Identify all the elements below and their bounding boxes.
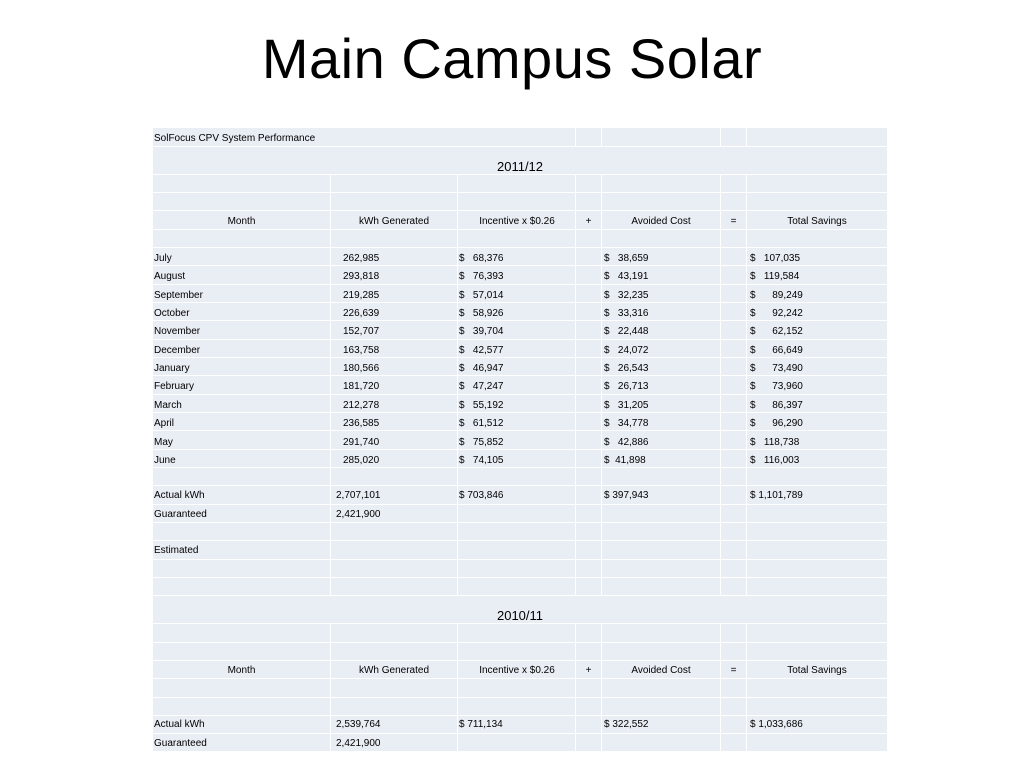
total-cell: $ 116,003 bbox=[750, 455, 800, 466]
grid-row-line bbox=[153, 430, 887, 431]
total-cell: $ 73,490 bbox=[750, 363, 803, 374]
total-cell: $ 86,397 bbox=[750, 400, 803, 411]
col-header-plus: + bbox=[585, 216, 592, 227]
grid-col-line bbox=[575, 174, 576, 595]
performance-table bbox=[153, 128, 887, 751]
kwh-cell: 262,985 bbox=[343, 253, 380, 264]
total-cell: $ 96,290 bbox=[750, 418, 803, 429]
grid-col-line bbox=[575, 128, 576, 146]
avoided-cell: $ 43,191 bbox=[604, 271, 649, 282]
grid-row-line bbox=[153, 265, 887, 266]
total-cell: $ 118,738 bbox=[750, 437, 800, 448]
guaranteed-label: Guaranteed bbox=[154, 509, 207, 520]
slide-title: Main Campus Solar bbox=[261, 27, 763, 90]
total-cell: $ 62,152 bbox=[750, 326, 803, 337]
grid-col-line bbox=[746, 174, 747, 595]
actual-total: $ 1,101,789 bbox=[750, 490, 803, 501]
month-cell: December bbox=[154, 345, 201, 356]
incentive-cell: $ 74,105 bbox=[459, 455, 504, 466]
grid-row-line bbox=[153, 247, 887, 248]
grid-row-line bbox=[153, 146, 887, 147]
kwh-cell: 180,566 bbox=[343, 363, 380, 374]
month-cell: February bbox=[154, 381, 195, 392]
incentive-cell: $ 68,376 bbox=[459, 253, 504, 264]
grid-row-line bbox=[153, 192, 887, 193]
actual-incentive: $ 703,846 bbox=[459, 490, 504, 501]
grid-row-line bbox=[153, 284, 887, 285]
grid-row-line bbox=[153, 577, 887, 578]
total-cell: $ 73,960 bbox=[750, 381, 803, 392]
month-cell: September bbox=[154, 290, 203, 301]
col-header-kwh: kWh Generated bbox=[358, 216, 430, 227]
grid-row-line bbox=[153, 522, 887, 523]
kwh-cell: 293,818 bbox=[343, 271, 380, 282]
grid-row-line bbox=[153, 394, 887, 395]
guaranteed-kwh: 2,421,900 bbox=[336, 509, 381, 520]
avoided-cell: $ 26,713 bbox=[604, 381, 649, 392]
total-cell: $ 119,584 bbox=[750, 271, 800, 282]
col-header-incentive: Incentive x $0.26 bbox=[479, 216, 555, 227]
table-caption: SolFocus CPV System Performance bbox=[154, 133, 316, 144]
grid-col-line bbox=[330, 623, 331, 751]
actual-incentive: $ 711,134 bbox=[459, 719, 503, 730]
col-header-equals: = bbox=[730, 665, 737, 676]
grid-row-line bbox=[153, 660, 887, 661]
avoided-cell: $ 41,898 bbox=[604, 455, 646, 466]
grid-col-line bbox=[746, 128, 747, 146]
avoided-cell: $ 31,205 bbox=[604, 400, 649, 411]
col-header-plus: + bbox=[585, 665, 592, 676]
avoided-cell: $ 24,072 bbox=[604, 345, 649, 356]
incentive-cell: $ 46,947 bbox=[459, 363, 504, 374]
kwh-cell: 181,720 bbox=[343, 381, 380, 392]
grid-row-line bbox=[153, 339, 887, 340]
total-cell: $ 107,035 bbox=[750, 253, 801, 264]
total-cell: $ 66,649 bbox=[750, 345, 803, 356]
month-cell: March bbox=[154, 400, 182, 411]
col-header-total: Total Savings bbox=[787, 665, 847, 676]
kwh-cell: 236,585 bbox=[343, 418, 380, 429]
col-header-month: Month bbox=[227, 665, 256, 676]
kwh-cell: 291,740 bbox=[343, 437, 380, 448]
avoided-cell: $ 34,778 bbox=[604, 418, 649, 429]
incentive-cell: $ 57,014 bbox=[459, 290, 504, 301]
grid-col-line bbox=[457, 623, 458, 751]
grid-row-line bbox=[153, 595, 887, 596]
month-cell: July bbox=[154, 253, 172, 264]
avoided-cell: $ 22,448 bbox=[604, 326, 649, 337]
incentive-cell: $ 42,577 bbox=[459, 345, 504, 356]
col-header-incentive: Incentive x $0.26 bbox=[479, 665, 555, 676]
avoided-cell: $ 42,886 bbox=[604, 437, 649, 448]
guaranteed-label: Guaranteed bbox=[154, 738, 207, 749]
estimated-label: Estimated bbox=[154, 545, 199, 556]
kwh-cell: 219,285 bbox=[343, 290, 380, 301]
section-year-2011-12: 2011/12 bbox=[496, 159, 544, 174]
month-cell: April bbox=[154, 418, 175, 429]
col-header-total: Total Savings bbox=[787, 216, 847, 227]
grid-row-line bbox=[153, 485, 887, 486]
actual-total: $ 1,033,686 bbox=[750, 719, 803, 730]
grid-row-line bbox=[153, 697, 887, 698]
grid-row-line bbox=[153, 229, 887, 230]
grid-row-line bbox=[153, 504, 887, 505]
kwh-cell: 163,758 bbox=[343, 345, 380, 356]
grid-col-line bbox=[330, 174, 331, 595]
incentive-cell: $ 47,247 bbox=[459, 381, 504, 392]
grid-row-line bbox=[153, 357, 887, 358]
kwh-cell: 285,020 bbox=[343, 455, 380, 466]
grid-row-line bbox=[153, 210, 887, 211]
incentive-cell: $ 61,512 bbox=[459, 418, 504, 429]
grid-col-line bbox=[720, 623, 721, 751]
month-cell: November bbox=[154, 326, 201, 337]
grid-row-line bbox=[153, 540, 887, 541]
incentive-cell: $ 55,192 bbox=[459, 400, 504, 411]
grid-row-line bbox=[153, 302, 887, 303]
kwh-cell: 152,707 bbox=[343, 326, 380, 337]
month-cell: August bbox=[154, 271, 186, 282]
grid-row-line bbox=[153, 642, 887, 643]
total-cell: $ 92,242 bbox=[750, 308, 803, 319]
grid-col-line bbox=[746, 623, 747, 751]
incentive-cell: $ 76,393 bbox=[459, 271, 504, 282]
actual-label: Actual kWh bbox=[154, 490, 205, 501]
guaranteed-kwh: 2,421,900 bbox=[336, 738, 381, 749]
grid-row-line bbox=[153, 467, 887, 468]
col-header-avoided: Avoided Cost bbox=[631, 665, 691, 676]
avoided-cell: $ 26,543 bbox=[604, 363, 649, 374]
col-header-avoided: Avoided Cost bbox=[631, 216, 691, 227]
grid-col-line bbox=[601, 174, 602, 595]
grid-row-line bbox=[153, 320, 887, 321]
grid-col-line bbox=[720, 128, 721, 146]
grid-row-line bbox=[153, 678, 887, 679]
avoided-cell: $ 33,316 bbox=[604, 308, 649, 319]
grid-col-line bbox=[601, 128, 602, 146]
incentive-cell: $ 39,704 bbox=[459, 326, 504, 337]
col-header-equals: = bbox=[730, 216, 737, 227]
incentive-cell: $ 58,926 bbox=[459, 308, 504, 319]
month-cell: June bbox=[154, 455, 176, 466]
actual-avoided: $ 397,943 bbox=[604, 490, 649, 501]
col-header-kwh: kWh Generated bbox=[358, 665, 430, 676]
actual-kwh: 2,707,101 bbox=[336, 490, 381, 501]
grid-row-line bbox=[153, 375, 887, 376]
kwh-cell: 226,639 bbox=[343, 308, 380, 319]
grid-col-line bbox=[575, 623, 576, 751]
month-cell: May bbox=[154, 437, 173, 448]
grid-row-line bbox=[153, 733, 887, 734]
total-cell: $ 89,249 bbox=[750, 290, 803, 301]
grid-col-line bbox=[457, 174, 458, 595]
actual-label: Actual kWh bbox=[154, 719, 205, 730]
actual-avoided: $ 322,552 bbox=[604, 719, 649, 730]
col-header-month: Month bbox=[227, 216, 256, 227]
grid-row-line bbox=[153, 715, 887, 716]
incentive-cell: $ 75,852 bbox=[459, 437, 504, 448]
section-year-2010-11: 2010/11 bbox=[496, 608, 544, 623]
avoided-cell: $ 32,235 bbox=[604, 290, 649, 301]
kwh-cell: 212,278 bbox=[343, 400, 380, 411]
grid-row-line bbox=[153, 559, 887, 560]
grid-row-line bbox=[153, 449, 887, 450]
month-cell: January bbox=[154, 363, 190, 374]
avoided-cell: $ 38,659 bbox=[604, 253, 649, 264]
month-cell: October bbox=[154, 308, 190, 319]
grid-col-line bbox=[720, 174, 721, 595]
grid-row-line bbox=[153, 412, 887, 413]
grid-col-line bbox=[601, 623, 602, 751]
actual-kwh: 2,539,764 bbox=[336, 719, 381, 730]
